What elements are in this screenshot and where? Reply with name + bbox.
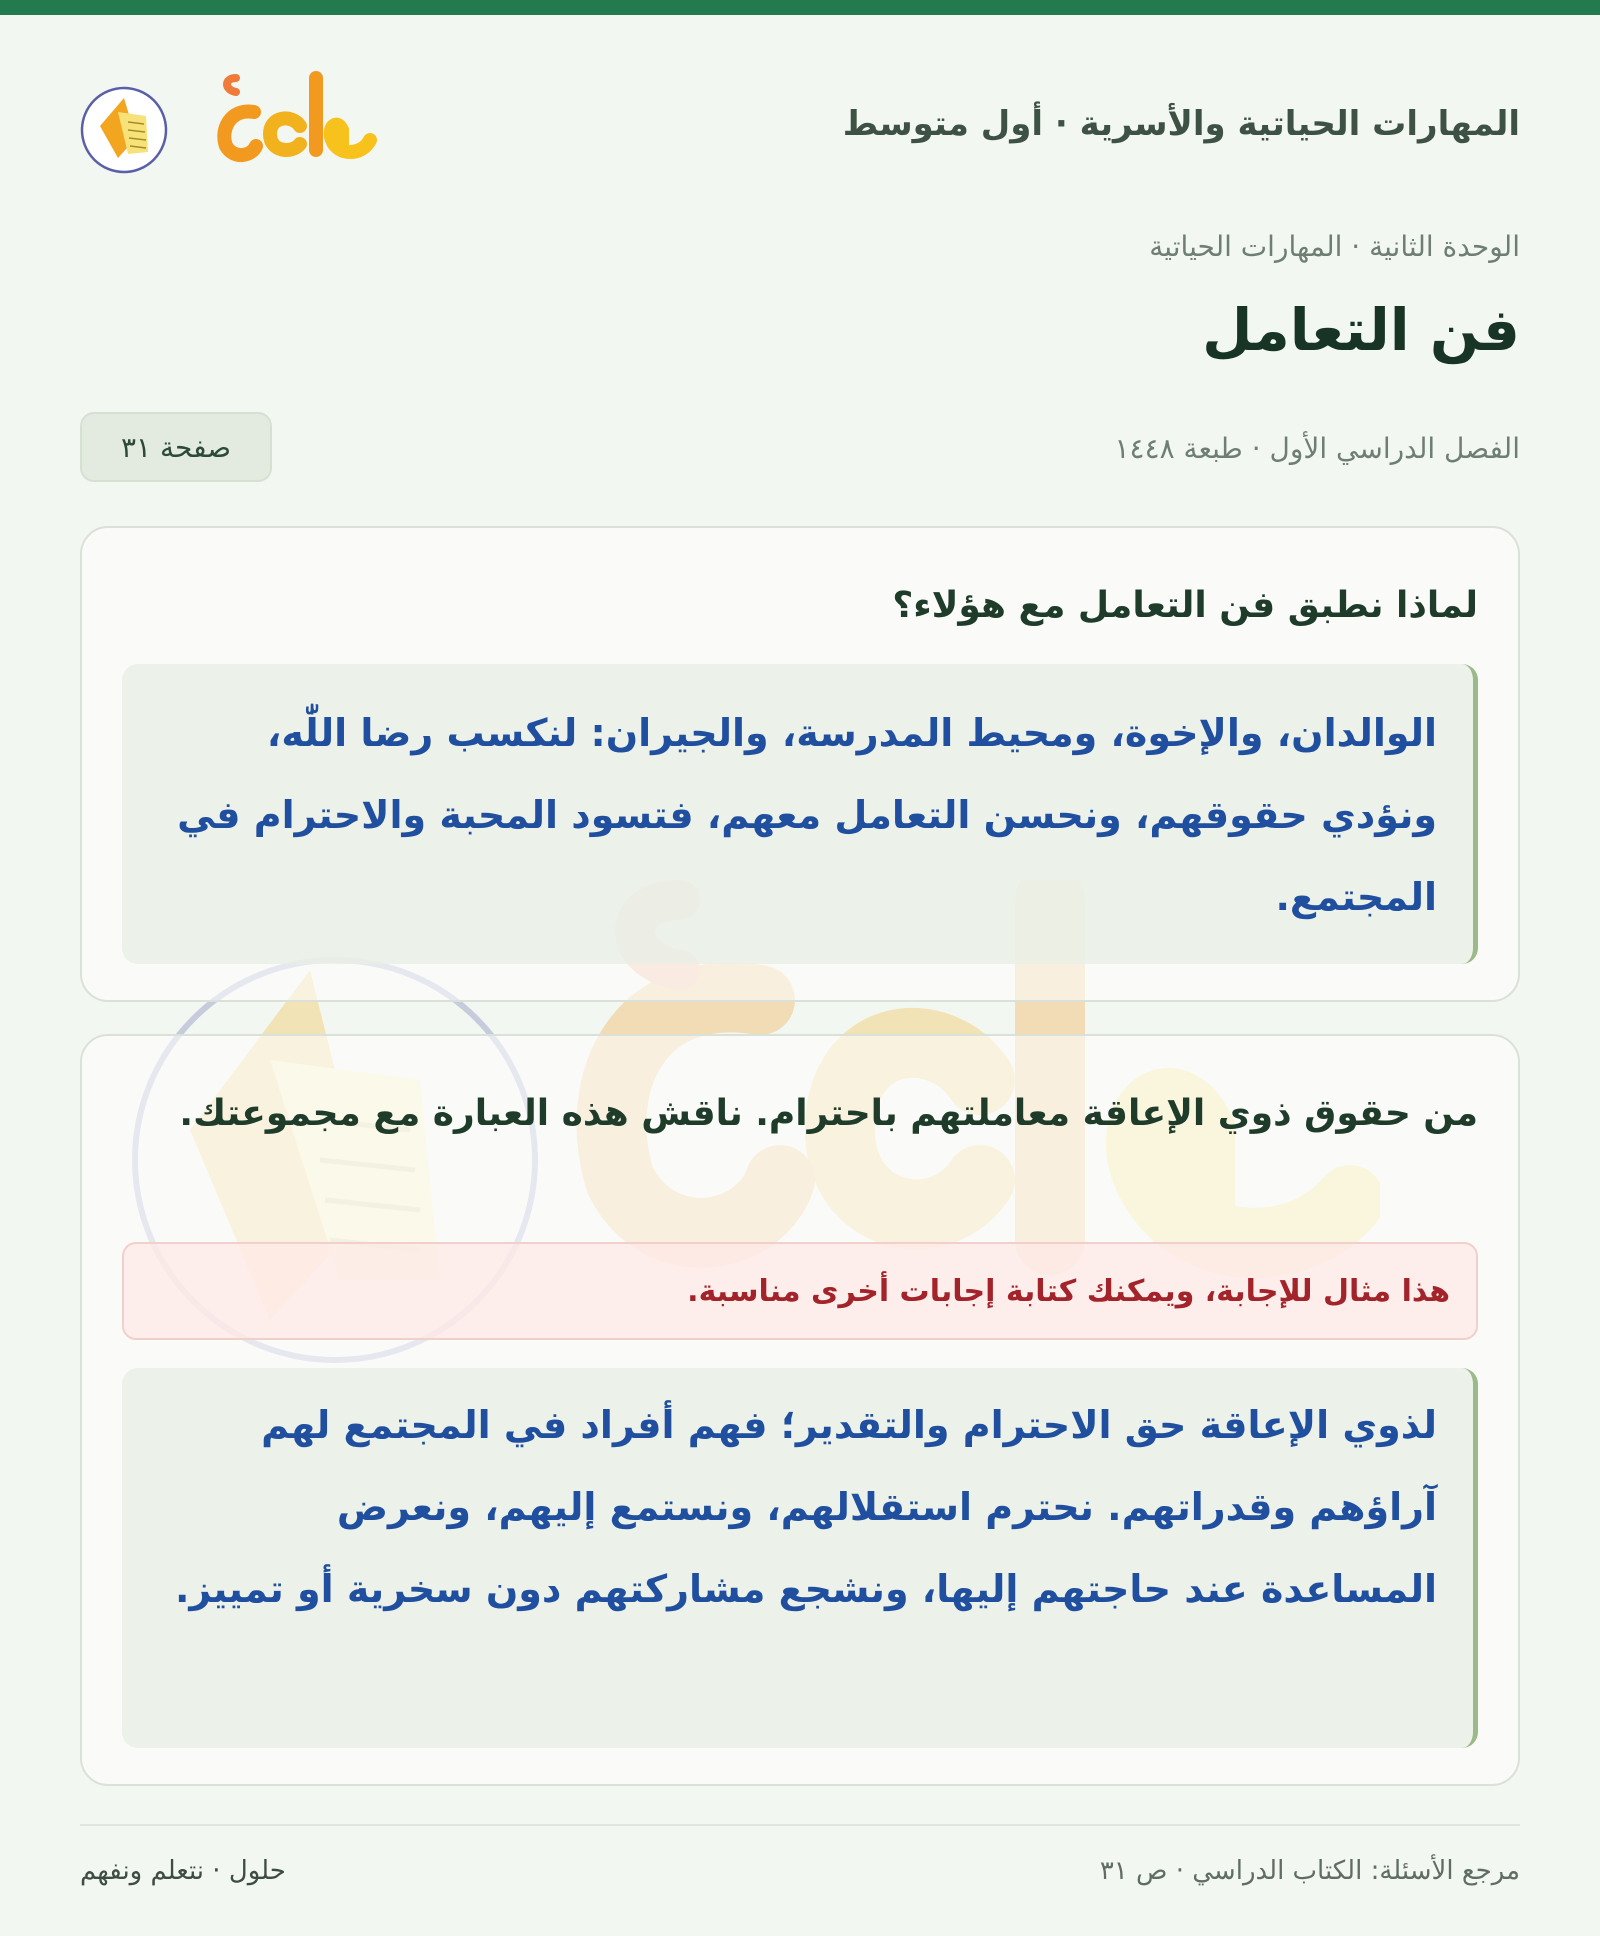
page-title: فن التعامل: [1202, 296, 1520, 364]
semester-meta: الفصل الدراسي الأول · طبعة ١٤٤٨: [1114, 432, 1520, 465]
question-text: لماذا نطبق فن التعامل مع هؤلاء؟: [892, 585, 1478, 626]
header: [80, 60, 1520, 190]
question-card-2: [80, 1034, 1520, 1786]
footer-brand: حلول · نتعلم ونفهم: [80, 1856, 286, 1886]
subject-title: المهارات الحياتية والأسرية · أول متوسط: [842, 104, 1520, 144]
answer-note: هذا مثال للإجابة، ويمكنك كتابة إجابات أخرى مناسبة.: [122, 1242, 1478, 1340]
breadcrumb: الوحدة الثانية · المهارات الحياتية: [1149, 230, 1520, 263]
answer-box: الوالدان، والإخوة، ومحيط المدرسة، والجيران: لنكسب رضا اللّٰه، ونؤدي حقوقهم، ونحسن التعامل معهم، فتسود المحبة والاحترام في المجتمع.: [122, 664, 1478, 964]
footer-divider: [80, 1824, 1520, 1826]
question-text: من حقوق ذوي الإعاقة معاملتهم باحترام. ناقش هذه العبارة مع مجموعتك.: [179, 1093, 1478, 1134]
footer-reference: مرجع الأسئلة: الكتاب الدراسي · ص ٣١: [1099, 1856, 1520, 1886]
answer-box: لذوي الإعاقة حق الاحترام والتقدير؛ فهم أفراد في المجتمع لهم آراؤهم وقدراتهم. نحترم استقلالهم، ونستمع إليهم، ونعرض المساعدة عند حاجتهم إليها، ونشجع مشاركتهم دون سخرية أو تمييز.: [122, 1368, 1478, 1748]
question-card-1: [80, 526, 1520, 1002]
site-logo[interactable]: [80, 60, 380, 190]
top-accent-bar: [0, 0, 1600, 15]
page-number-badge: صفحة ٣١: [80, 412, 272, 482]
